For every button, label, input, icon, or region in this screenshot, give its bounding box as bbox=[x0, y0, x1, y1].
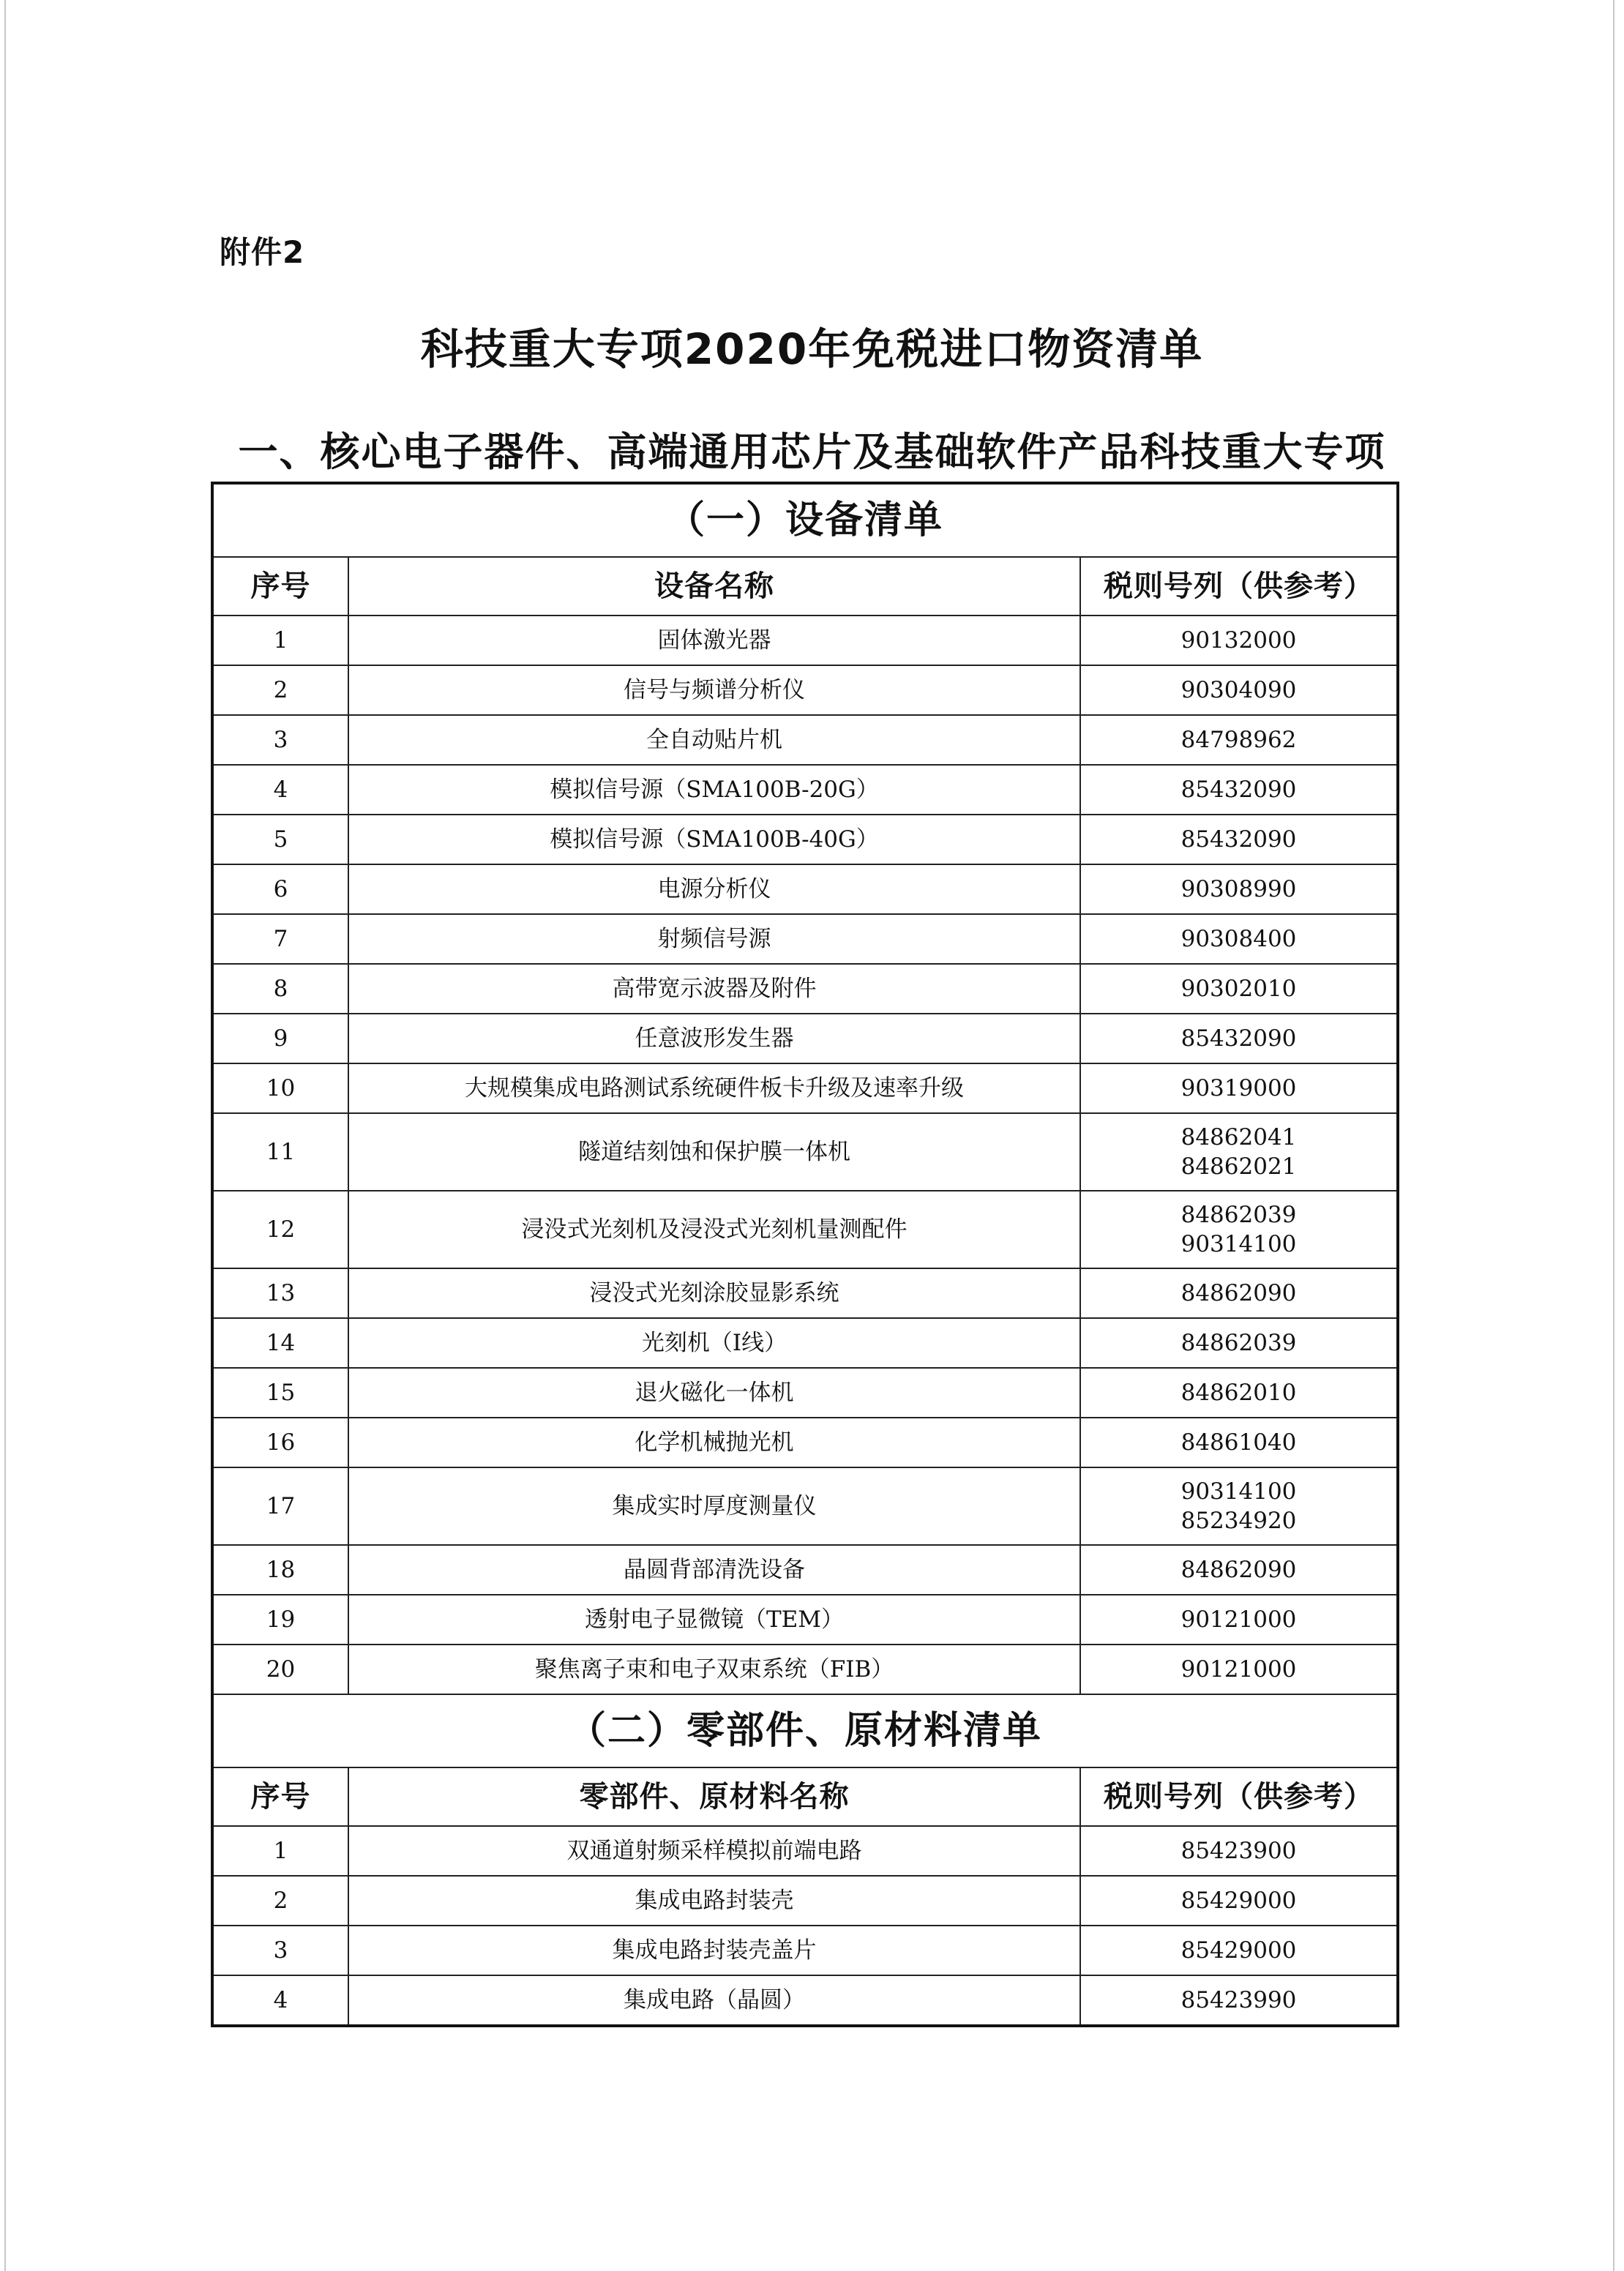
tariff-code: 85423900 bbox=[1180, 1838, 1297, 1864]
row-number: 1 bbox=[212, 1826, 348, 1876]
row-number: 6 bbox=[212, 864, 348, 914]
tariff-codes bbox=[1080, 1926, 1398, 1975]
tariff-codes bbox=[1080, 1113, 1398, 1191]
table-row bbox=[212, 1595, 1398, 1645]
item-name: 集成实时厚度测量仪 bbox=[348, 1467, 1080, 1545]
tariff-code: 85432090 bbox=[1180, 777, 1297, 803]
row-number: 15 bbox=[212, 1368, 348, 1418]
table-row bbox=[212, 1876, 1398, 1926]
row-number: 2 bbox=[212, 1876, 348, 1926]
row-number: 20 bbox=[212, 1645, 348, 1694]
item-name: 任意波形发生器 bbox=[348, 1014, 1080, 1063]
row-number: 11 bbox=[212, 1113, 348, 1191]
tariff-codes bbox=[1080, 1975, 1398, 2026]
tariff-codes bbox=[1080, 765, 1398, 815]
equipment-header-row bbox=[212, 557, 1398, 616]
header-tariff-code: 税则号列（供参考） bbox=[1080, 1767, 1398, 1826]
item-name: 隧道结刻蚀和保护膜一体机 bbox=[348, 1113, 1080, 1191]
table-row bbox=[212, 665, 1398, 715]
table-row bbox=[212, 1975, 1398, 2026]
table-row bbox=[212, 1645, 1398, 1694]
tariff-codes bbox=[1080, 914, 1398, 964]
tariff-code: 90319000 bbox=[1180, 1075, 1297, 1101]
item-name: 高带宽示波器及附件 bbox=[348, 964, 1080, 1014]
table-row bbox=[212, 616, 1398, 665]
header-name: 零部件、原材料名称 bbox=[348, 1767, 1080, 1826]
tariff-code: 84862039 bbox=[1180, 1330, 1297, 1356]
row-number: 5 bbox=[212, 815, 348, 864]
row-number: 3 bbox=[212, 715, 348, 765]
table-row bbox=[212, 1418, 1398, 1467]
tariff-codes bbox=[1080, 1268, 1398, 1318]
tariff-code: 90121000 bbox=[1180, 1656, 1297, 1683]
table-row bbox=[212, 864, 1398, 914]
tariff-code: 90314100 bbox=[1180, 1478, 1297, 1505]
tariff-codes bbox=[1080, 1368, 1398, 1418]
table-row bbox=[212, 1926, 1398, 1975]
tariff-codes bbox=[1080, 1467, 1398, 1545]
row-number: 7 bbox=[212, 914, 348, 964]
tariff-code: 84862041 bbox=[1180, 1124, 1297, 1151]
item-name: 退火磁化一体机 bbox=[348, 1368, 1080, 1418]
parts-header-row bbox=[212, 1767, 1398, 1826]
row-number: 8 bbox=[212, 964, 348, 1014]
tariff-code: 84862090 bbox=[1180, 1280, 1297, 1306]
table-row bbox=[212, 1467, 1398, 1545]
row-number: 10 bbox=[212, 1063, 348, 1113]
item-name: 光刻机（I线） bbox=[348, 1318, 1080, 1368]
tariff-codes bbox=[1080, 715, 1398, 765]
tariff-codes bbox=[1080, 616, 1398, 665]
item-name: 射频信号源 bbox=[348, 914, 1080, 964]
equipment-subtitle: （一）设备清单 bbox=[212, 483, 1398, 557]
tariff-codes bbox=[1080, 1318, 1398, 1368]
header-no: 序号 bbox=[212, 1767, 348, 1826]
tariff-codes bbox=[1080, 815, 1398, 864]
table-row bbox=[212, 1318, 1398, 1368]
attachment-label: 附件2 bbox=[220, 234, 305, 270]
item-name: 集成电路（晶圆） bbox=[348, 1975, 1080, 2026]
tariff-code: 84862090 bbox=[1180, 1557, 1297, 1583]
equipment-subtitle-row bbox=[212, 483, 1398, 557]
table-body bbox=[212, 483, 1398, 2026]
tariff-code: 85234920 bbox=[1180, 1508, 1297, 1534]
row-number: 4 bbox=[212, 765, 348, 815]
tariff-code: 85432090 bbox=[1180, 1025, 1297, 1052]
table-row bbox=[212, 815, 1398, 864]
row-number: 4 bbox=[212, 1975, 348, 2026]
tariff-codes bbox=[1080, 864, 1398, 914]
table-row bbox=[212, 1113, 1398, 1191]
table-row bbox=[212, 1826, 1398, 1876]
tariff-codes bbox=[1080, 1595, 1398, 1645]
item-name: 晶圆背部清洗设备 bbox=[348, 1545, 1080, 1595]
row-number: 16 bbox=[212, 1418, 348, 1467]
table-row bbox=[212, 1545, 1398, 1595]
item-name: 集成电路封装壳盖片 bbox=[348, 1926, 1080, 1975]
tariff-codes bbox=[1080, 1063, 1398, 1113]
item-name: 信号与频谱分析仪 bbox=[348, 665, 1080, 715]
table-row bbox=[212, 715, 1398, 765]
tariff-code: 90304090 bbox=[1180, 677, 1297, 703]
header-name: 设备名称 bbox=[348, 557, 1080, 616]
row-number: 17 bbox=[212, 1467, 348, 1545]
row-number: 19 bbox=[212, 1595, 348, 1645]
table-row bbox=[212, 914, 1398, 964]
item-name: 模拟信号源（SMA100B-20G） bbox=[348, 765, 1080, 815]
row-number: 2 bbox=[212, 665, 348, 715]
table-row bbox=[212, 1268, 1398, 1318]
tariff-code: 90308990 bbox=[1180, 876, 1297, 902]
import-list-table bbox=[211, 482, 1399, 2027]
parts-subtitle-row bbox=[212, 1694, 1398, 1767]
tariff-codes bbox=[1080, 1418, 1398, 1467]
table-row bbox=[212, 1368, 1398, 1418]
tariff-code: 85432090 bbox=[1180, 826, 1297, 853]
tariff-codes bbox=[1080, 1191, 1398, 1268]
item-name: 全自动贴片机 bbox=[348, 715, 1080, 765]
item-name: 浸没式光刻涂胶显影系统 bbox=[348, 1268, 1080, 1318]
row-number: 14 bbox=[212, 1318, 348, 1368]
table-row bbox=[212, 964, 1398, 1014]
tariff-codes bbox=[1080, 1645, 1398, 1694]
tariff-code: 90302010 bbox=[1180, 976, 1297, 1002]
item-name: 聚焦离子束和电子双束系统（FIB） bbox=[348, 1645, 1080, 1694]
tariff-codes bbox=[1080, 1826, 1398, 1876]
item-name: 大规模集成电路测试系统硬件板卡升级及速率升级 bbox=[348, 1063, 1080, 1113]
table-row bbox=[212, 765, 1398, 815]
header-tariff-code: 税则号列（供参考） bbox=[1080, 557, 1398, 616]
row-number: 1 bbox=[212, 616, 348, 665]
table-row bbox=[212, 1191, 1398, 1268]
tariff-code: 90314100 bbox=[1180, 1231, 1297, 1257]
table-row bbox=[212, 1014, 1398, 1063]
tariff-code: 84861040 bbox=[1180, 1429, 1297, 1456]
item-name: 电源分析仪 bbox=[348, 864, 1080, 914]
tariff-code: 90132000 bbox=[1180, 627, 1297, 654]
tariff-code: 90121000 bbox=[1180, 1606, 1297, 1633]
tariff-code: 84862039 bbox=[1180, 1202, 1297, 1228]
item-name: 固体激光器 bbox=[348, 616, 1080, 665]
row-number: 9 bbox=[212, 1014, 348, 1063]
row-number: 18 bbox=[212, 1545, 348, 1595]
tariff-code: 84862021 bbox=[1180, 1153, 1297, 1180]
tariff-codes bbox=[1080, 1545, 1398, 1595]
item-name: 双通道射频采样模拟前端电路 bbox=[348, 1826, 1080, 1876]
row-number: 12 bbox=[212, 1191, 348, 1268]
tariff-code: 85429000 bbox=[1180, 1887, 1297, 1914]
tariff-codes bbox=[1080, 1014, 1398, 1063]
tariff-code: 85429000 bbox=[1180, 1937, 1297, 1964]
parts-subtitle: （二）零部件、原材料清单 bbox=[212, 1694, 1398, 1767]
item-name: 模拟信号源（SMA100B-40G） bbox=[348, 815, 1080, 864]
row-number: 3 bbox=[212, 1926, 348, 1975]
tariff-code: 90308400 bbox=[1180, 926, 1297, 952]
row-number: 13 bbox=[212, 1268, 348, 1318]
item-name: 化学机械抛光机 bbox=[348, 1418, 1080, 1467]
tariff-code: 84798962 bbox=[1180, 727, 1297, 753]
tariff-code: 85423990 bbox=[1180, 1987, 1297, 2013]
tariff-codes bbox=[1080, 964, 1398, 1014]
table-row bbox=[212, 1063, 1398, 1113]
tariff-codes bbox=[1080, 665, 1398, 715]
header-no: 序号 bbox=[212, 557, 348, 616]
document-title: 科技重大专项2020年免税进口物资清单 bbox=[420, 324, 1204, 374]
tariff-codes bbox=[1080, 1876, 1398, 1926]
item-name: 透射电子显微镜（TEM） bbox=[348, 1595, 1080, 1645]
item-name: 浸没式光刻机及浸没式光刻机量测配件 bbox=[348, 1191, 1080, 1268]
tariff-code: 84862010 bbox=[1180, 1380, 1297, 1406]
item-name: 集成电路封装壳 bbox=[348, 1876, 1080, 1926]
section-title: 一、核心电子器件、高端通用芯片及基础软件产品科技重大专项 bbox=[238, 428, 1386, 475]
